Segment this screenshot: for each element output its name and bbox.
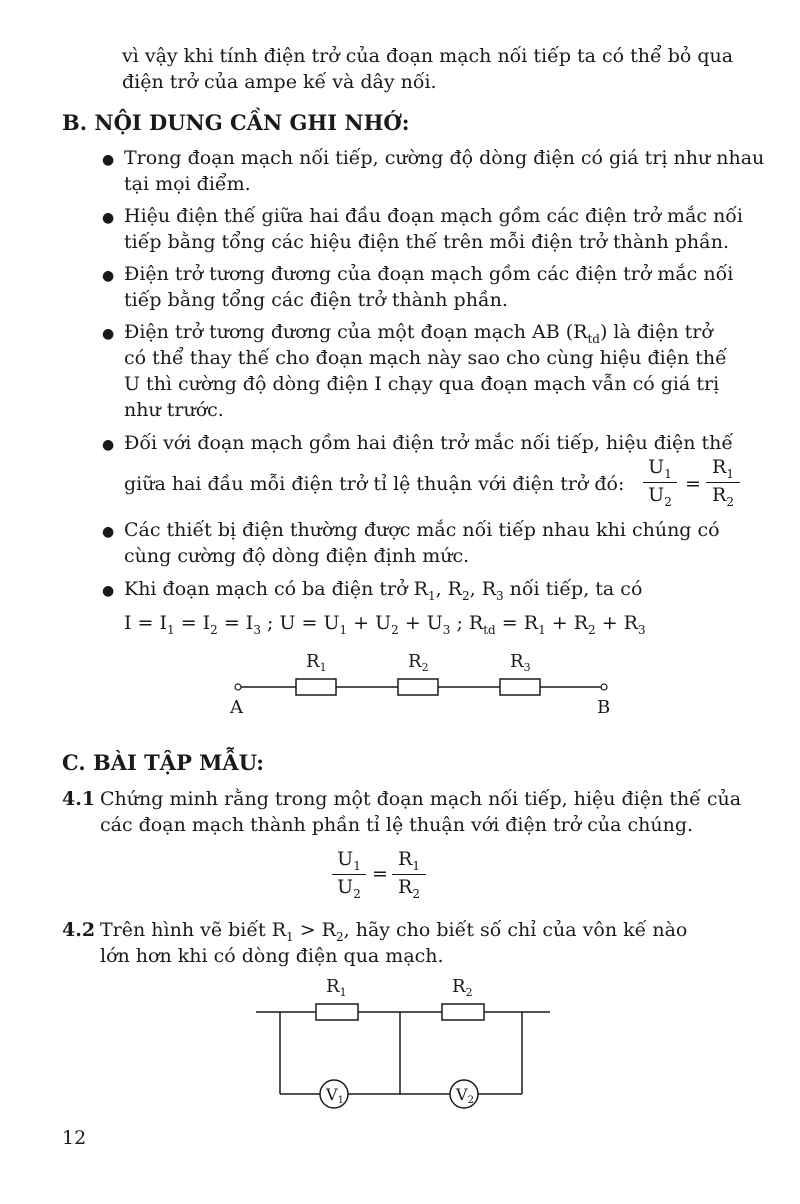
b5-line-1: Đối với đoạn mạch gồm hai điện trở mắc nối tiếp, hiệu điện thế bbox=[124, 432, 734, 454]
problem-fraction-r1-r2: $R_1$ $R_2$ bbox=[392, 848, 426, 901]
problem-fraction-equals: = bbox=[372, 863, 388, 885]
label-r2: $R_2$ bbox=[408, 651, 429, 674]
intro-line-2: điện trở của ampe kế và dây nối. bbox=[122, 71, 437, 93]
label-r1: $R_1$ bbox=[326, 976, 347, 999]
label-v2: V2 bbox=[456, 1085, 474, 1106]
bullet-icon: ● bbox=[102, 152, 115, 168]
b2-line-2: tiếp bằng tổng các hiệu điện thế trên mỗi điện trở thành phần. bbox=[124, 231, 730, 253]
resistor-r1 bbox=[316, 1004, 358, 1020]
bullet-icon: ● bbox=[102, 210, 115, 226]
section-c-title: C. BÀI TẬP MẪU: bbox=[62, 750, 265, 775]
fraction-equals: = bbox=[685, 473, 701, 495]
bullet-icon: ● bbox=[102, 326, 115, 342]
label-r1: $R_1$ bbox=[306, 651, 327, 674]
b4-line-4: như trước. bbox=[124, 399, 224, 421]
b7-line-1: Khi đoạn mạch có ba điện trở $R_1$, $R_2$, $R_3$ nối tiếp, ta có bbox=[124, 578, 643, 603]
resistor-r2 bbox=[398, 679, 438, 695]
fraction-r1-r2: $R_1$ $R_2$ bbox=[706, 456, 740, 509]
section-b-title: B. NỘI DUNG CẦN GHI NHỚ: bbox=[62, 110, 410, 135]
b4-line-3: U thì cường độ dòng điện I chạy qua đoạn mạch vẫn có giá trị bbox=[124, 373, 720, 395]
b6-line-1: Các thiết bị điện thường được mắc nối tiếp nhau khi chúng có bbox=[124, 519, 720, 541]
b3-line-2: tiếp bằng tổng các điện trở thành phần. bbox=[124, 289, 508, 311]
problem-4-1-line-1: Chứng minh rằng trong một đoạn mạch nối tiếp, hiệu điện thế của bbox=[100, 788, 742, 810]
problem-4-2-number: 4.2 bbox=[62, 919, 96, 941]
b6-line-2: cùng cường độ dòng điện định mức. bbox=[124, 545, 470, 567]
b4-line-1: Điện trở tương đương của một đoạn mạch AB $(R_{td})$ là điện trở bbox=[124, 321, 713, 346]
problem-4-1-number: 4.1 bbox=[62, 788, 96, 810]
label-r3: $R_3$ bbox=[510, 651, 531, 674]
series-circuit-diagram bbox=[220, 645, 620, 720]
label-a: A bbox=[230, 697, 243, 718]
terminal-a bbox=[235, 684, 241, 690]
b1-line-2: tại mọi điểm. bbox=[124, 173, 251, 195]
terminal-b bbox=[601, 684, 607, 690]
b2-line-1: Hiệu điện thế giữa hai đầu đoạn mạch gồm các điện trở mắc nối bbox=[124, 205, 744, 227]
resistor-r3 bbox=[500, 679, 540, 695]
intro-line-1: vì vậy khi tính điện trở của đoạn mạch nối tiếp ta có thể bỏ qua bbox=[122, 45, 734, 67]
b4-line-2: có thể thay thế cho đoạn mạch này sao cho cùng hiệu điện thế bbox=[124, 347, 727, 369]
b7-formula: $I = I_1 = I_2 = I_3$ ; $U = U_1 + U_2 + U_3$ ; $R_{td} = R_1 + R_2 + R_3$ bbox=[124, 612, 646, 637]
b1-line-1: Trong đoạn mạch nối tiếp, cường độ dòng điện có giá trị như nhau bbox=[124, 147, 765, 169]
bullet-icon: ● bbox=[102, 583, 115, 599]
problem-4-1-line-2: các đoạn mạch thành phần tỉ lệ thuận với điện trở của chúng. bbox=[100, 814, 694, 836]
bullet-icon: ● bbox=[102, 524, 115, 540]
problem-fraction-u1-u2: $U_1$ $U_2$ bbox=[332, 848, 366, 901]
label-v1: V1 bbox=[326, 1085, 344, 1106]
b3-line-1: Điện trở tương đương của đoạn mạch gồm các điện trở mắc nối bbox=[124, 263, 734, 285]
bullet-icon: ● bbox=[102, 268, 115, 284]
problem-4-2-line-1: Trên hình vẽ biết $R_1 > R_2$, hãy cho biết số chỉ của vôn kế nào bbox=[100, 919, 688, 944]
problem-4-2-line-2: lớn hơn khi có dòng điện qua mạch. bbox=[100, 945, 444, 967]
label-b: B bbox=[597, 697, 611, 718]
voltmeter-circuit-diagram bbox=[250, 970, 560, 1115]
fraction-u1-u2: $U_1$ $U_2$ bbox=[643, 456, 677, 509]
label-r2: $R_2$ bbox=[452, 976, 473, 999]
resistor-r1 bbox=[296, 679, 336, 695]
bullet-icon: ● bbox=[102, 437, 115, 453]
b5-line-2: giữa hai đầu mỗi điện trở tỉ lệ thuận với điện trở đó: bbox=[124, 473, 625, 495]
page-number: 12 bbox=[62, 1127, 87, 1149]
resistor-r2 bbox=[442, 1004, 484, 1020]
